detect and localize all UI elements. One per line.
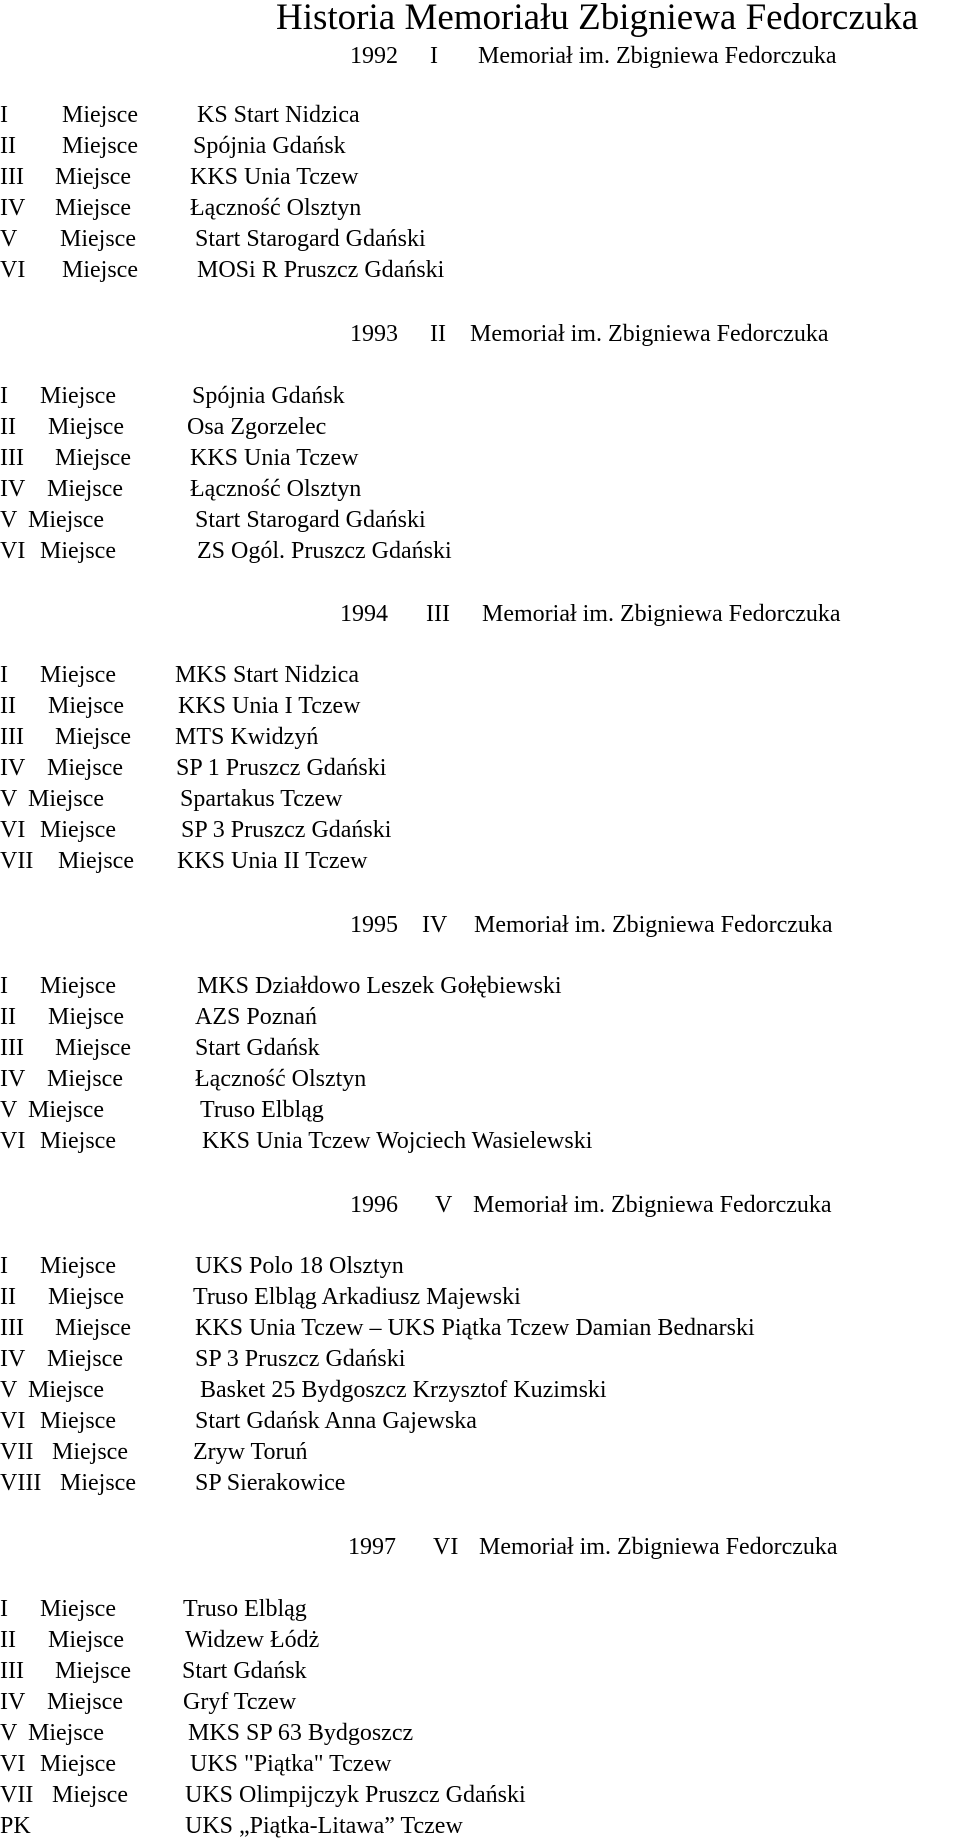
- team-name: Łączność Olsztyn: [195, 1066, 367, 1092]
- place-numeral: II: [0, 1284, 16, 1310]
- place-word: Miejsce: [55, 164, 131, 190]
- place-word: Miejsce: [28, 786, 104, 812]
- team-name: KKS Unia Tczew – UKS Piątka Tczew Damian Bednarski: [195, 1315, 755, 1341]
- place-word: Miejsce: [60, 226, 136, 252]
- team-name: UKS Olimpijczyk Pruszcz Gdański: [185, 1782, 526, 1808]
- place-word: Miejsce: [60, 1470, 136, 1496]
- place-numeral: IV: [0, 1346, 26, 1372]
- edition-heading-1993: [350, 321, 829, 347]
- edition-heading-1996: [350, 1192, 832, 1218]
- place-word: Miejsce: [52, 1439, 128, 1465]
- place-numeral: VI: [0, 1128, 26, 1154]
- place-word: Miejsce: [28, 1377, 104, 1403]
- team-name: Spójnia Gdańsk: [192, 383, 345, 409]
- place-numeral: II: [0, 1004, 16, 1030]
- place-numeral: VII: [0, 1439, 34, 1465]
- place-word: Miejsce: [40, 383, 116, 409]
- place-numeral: I: [0, 662, 8, 688]
- place-numeral: PK: [0, 1813, 31, 1839]
- place-word: Miejsce: [62, 133, 138, 159]
- team-name: Widzew Łódż: [185, 1627, 320, 1653]
- team-name: Łączność Olsztyn: [190, 476, 362, 502]
- place-word: Miejsce: [48, 414, 124, 440]
- team-name: ZS Ogól. Pruszcz Gdański: [197, 538, 452, 564]
- place-numeral: I: [0, 383, 8, 409]
- place-word: Miejsce: [62, 257, 138, 283]
- place-word: Miejsce: [47, 476, 123, 502]
- place-numeral: II: [0, 133, 16, 159]
- team-name: MKS SP 63 Bydgoszcz: [188, 1720, 414, 1746]
- team-name: Spartakus Tczew: [180, 786, 343, 812]
- edition-heading-1995: [350, 912, 833, 938]
- place-numeral: II: [0, 693, 16, 719]
- team-name: KS Start Nidzica: [197, 102, 360, 128]
- place-numeral: II: [0, 1627, 16, 1653]
- edition-heading-1992: [350, 43, 837, 69]
- edition-year: 1992: [350, 43, 398, 69]
- place-word: Miejsce: [40, 1408, 116, 1434]
- team-name: SP 1 Pruszcz Gdański: [176, 755, 387, 781]
- edition-heading-1994: [340, 601, 841, 627]
- place-numeral: I: [0, 973, 8, 999]
- place-numeral: VI: [0, 1408, 26, 1434]
- place-word: Miejsce: [28, 1720, 104, 1746]
- place-word: Miejsce: [55, 724, 131, 750]
- edition-label: Memoriał im. Zbigniewa Fedorczuka: [473, 1192, 832, 1218]
- edition-year: 1995: [350, 912, 398, 938]
- edition-year: 1993: [350, 321, 398, 347]
- place-word: Miejsce: [58, 848, 134, 874]
- team-name: Zryw Toruń: [193, 1439, 308, 1465]
- place-word: Miejsce: [40, 1253, 116, 1279]
- place-word: Miejsce: [47, 1066, 123, 1092]
- team-name: KKS Unia Tczew: [190, 164, 359, 190]
- place-word: Miejsce: [40, 817, 116, 843]
- place-numeral: VI: [0, 1751, 26, 1777]
- place-numeral: IV: [0, 476, 26, 502]
- team-name: SP Sierakowice: [195, 1470, 346, 1496]
- team-name: Start Starogard Gdański: [195, 507, 426, 533]
- team-name: KKS Unia II Tczew: [177, 848, 368, 874]
- place-word: Miejsce: [55, 1315, 131, 1341]
- team-name: Truso Elbląg: [183, 1596, 307, 1622]
- edition-number: IV: [422, 912, 448, 938]
- team-name: Osa Zgorzelec: [187, 414, 327, 440]
- place-word: Miejsce: [40, 662, 116, 688]
- team-name: MKS Start Nidzica: [175, 662, 359, 688]
- team-name: MTS Kwidzyń: [175, 724, 319, 750]
- team-name: Start Gdańsk: [182, 1658, 307, 1684]
- team-name: Gryf Tczew: [183, 1689, 297, 1715]
- place-word: Miejsce: [47, 1689, 123, 1715]
- team-name: AZS Poznań: [195, 1004, 317, 1030]
- team-name: KKS Unia Tczew Wojciech Wasielewski: [202, 1128, 593, 1154]
- team-name: UKS Polo 18 Olsztyn: [195, 1253, 404, 1279]
- place-numeral: III: [0, 445, 24, 471]
- place-numeral: III: [0, 724, 24, 750]
- place-numeral: IV: [0, 195, 26, 221]
- place-word: Miejsce: [62, 102, 138, 128]
- edition-number: V: [435, 1192, 453, 1218]
- edition-year: 1994: [340, 601, 388, 627]
- place-word: Miejsce: [40, 538, 116, 564]
- team-name: KKS Unia I Tczew: [178, 693, 361, 719]
- edition-number: VI: [433, 1534, 459, 1560]
- place-numeral: I: [0, 1253, 8, 1279]
- place-word: Miejsce: [40, 1751, 116, 1777]
- team-name: Spójnia Gdańsk: [193, 133, 346, 159]
- place-numeral: VII: [0, 848, 34, 874]
- place-word: Miejsce: [47, 755, 123, 781]
- edition-label: Memoriał im. Zbigniewa Fedorczuka: [474, 912, 833, 938]
- place-numeral: I: [0, 1596, 8, 1622]
- team-name: KKS Unia Tczew: [190, 445, 359, 471]
- place-numeral: IV: [0, 1066, 26, 1092]
- place-word: Miejsce: [40, 1128, 116, 1154]
- place-numeral: VI: [0, 817, 26, 843]
- place-numeral: VI: [0, 538, 26, 564]
- team-name: Truso Elbląg: [200, 1097, 324, 1123]
- team-name: SP 3 Pruszcz Gdański: [195, 1346, 406, 1372]
- edition-number: III: [426, 601, 450, 627]
- edition-label: Memoriał im. Zbigniewa Fedorczuka: [482, 601, 841, 627]
- team-name: UKS „Piątka-Litawa” Tczew: [185, 1813, 463, 1839]
- place-numeral: IV: [0, 755, 26, 781]
- place-numeral: V: [0, 507, 18, 533]
- edition-label: Memoriał im. Zbigniewa Fedorczuka: [470, 321, 829, 347]
- team-name: Start Starogard Gdański: [195, 226, 426, 252]
- place-numeral: V: [0, 1097, 18, 1123]
- edition-number: II: [430, 321, 446, 347]
- team-name: MKS Działdowo Leszek Gołębiewski: [197, 973, 562, 999]
- place-word: Miejsce: [55, 195, 131, 221]
- place-word: Miejsce: [47, 1346, 123, 1372]
- place-word: Miejsce: [40, 1596, 116, 1622]
- place-numeral: II: [0, 414, 16, 440]
- edition-heading-1997: [348, 1534, 838, 1560]
- place-numeral: VII: [0, 1782, 34, 1808]
- edition-year: 1997: [348, 1534, 396, 1560]
- team-name: UKS "Piątka" Tczew: [190, 1751, 392, 1777]
- place-numeral: V: [0, 786, 18, 812]
- place-word: Miejsce: [52, 1782, 128, 1808]
- place-numeral: V: [0, 1720, 18, 1746]
- place-word: Miejsce: [40, 973, 116, 999]
- page-title: Historia Memoriału Zbigniewa Fedorczuka: [276, 0, 919, 38]
- place-numeral: VI: [0, 257, 26, 283]
- team-name: Truso Elbląg Arkadiusz Majewski: [193, 1284, 521, 1310]
- place-word: Miejsce: [48, 1004, 124, 1030]
- place-numeral: V: [0, 226, 18, 252]
- place-numeral: VIII: [0, 1470, 42, 1496]
- place-numeral: III: [0, 1315, 24, 1341]
- place-numeral: III: [0, 164, 24, 190]
- team-name: Start Gdańsk: [195, 1035, 320, 1061]
- place-word: Miejsce: [48, 1284, 124, 1310]
- edition-label: Memoriał im. Zbigniewa Fedorczuka: [478, 43, 837, 69]
- team-name: SP 3 Pruszcz Gdański: [181, 817, 392, 843]
- team-name: MOSi R Pruszcz Gdański: [197, 257, 445, 283]
- place-numeral: III: [0, 1658, 24, 1684]
- place-word: Miejsce: [48, 1627, 124, 1653]
- edition-label: Memoriał im. Zbigniewa Fedorczuka: [479, 1534, 838, 1560]
- place-numeral: III: [0, 1035, 24, 1061]
- place-numeral: I: [0, 102, 8, 128]
- edition-number: I: [430, 43, 438, 69]
- place-word: Miejsce: [55, 445, 131, 471]
- place-word: Miejsce: [28, 1097, 104, 1123]
- team-name: Basket 25 Bydgoszcz Krzysztof Kuzimski: [200, 1377, 607, 1403]
- place-word: Miejsce: [55, 1035, 131, 1061]
- place-word: Miejsce: [28, 507, 104, 533]
- place-numeral: V: [0, 1377, 18, 1403]
- edition-year: 1996: [350, 1192, 398, 1218]
- team-name: Start Gdańsk Anna Gajewska: [195, 1408, 477, 1434]
- place-word: Miejsce: [48, 693, 124, 719]
- place-numeral: IV: [0, 1689, 26, 1715]
- team-name: Łączność Olsztyn: [190, 195, 362, 221]
- place-word: Miejsce: [55, 1658, 131, 1684]
